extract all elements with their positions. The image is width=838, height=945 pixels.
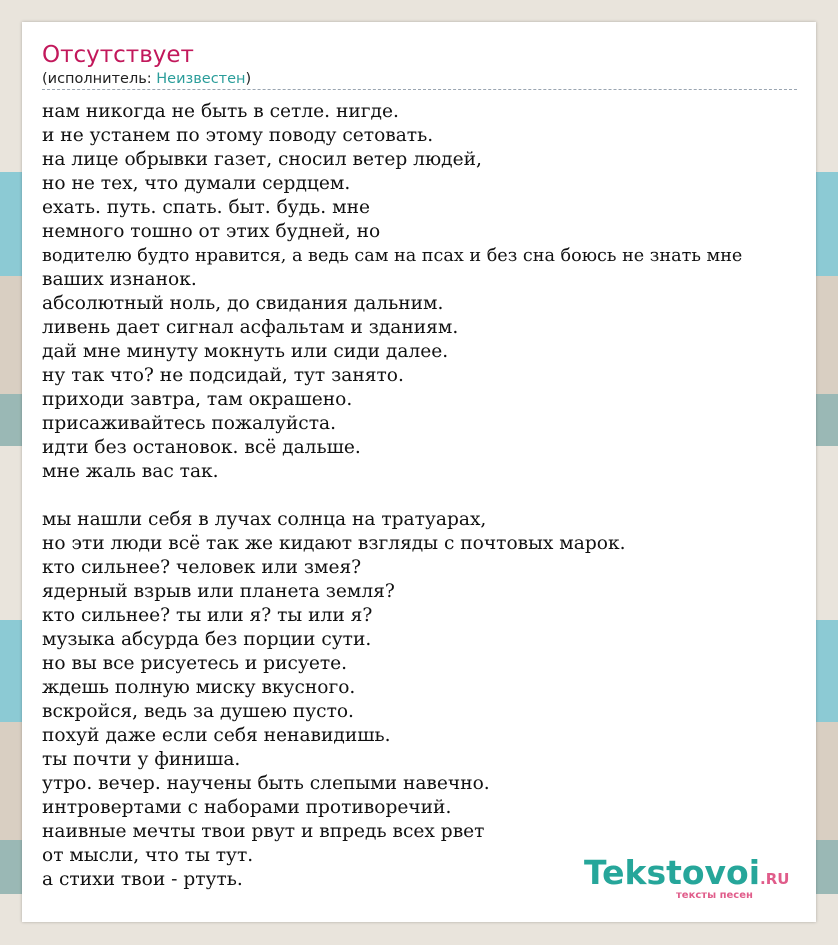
- artist-prefix: (исполнитель:: [42, 71, 157, 87]
- lyric-line: на лице обрывки газет, сносил ветер людей,: [42, 149, 482, 170]
- lyric-line: музыка абсурда без порции сути.: [42, 629, 372, 650]
- lyric-line: мне жаль вас так.: [42, 461, 219, 482]
- lyric-line: и не устанем по этому поводу сетовать.: [42, 125, 434, 146]
- lyric-line: интровертами с наборами противоречий.: [42, 797, 452, 818]
- song-title: Отсутствует: [42, 42, 194, 68]
- lyric-line: водителю будто нравится, а ведь сам на псах и без сна боюсь не знать мне: [42, 246, 743, 266]
- lyric-line: вскройся, ведь за душею пусто.: [42, 701, 354, 722]
- lyric-line: но не тех, что думали сердцем.: [42, 173, 351, 194]
- lyric-line: похуй даже если себя ненавидишь.: [42, 725, 391, 746]
- lyric-line: немного тошно от этих будней, но: [42, 221, 381, 242]
- lyric-line: ну так что? не подсидай, тут занято.: [42, 365, 404, 386]
- artist-suffix: ): [245, 71, 252, 87]
- lyric-line: утро. вечер. научены быть слепыми навечно.: [42, 773, 490, 794]
- artist-link[interactable]: Неизвестен: [156, 71, 246, 87]
- lyric-line: наивные мечты твои рвут и впредь всех рвет: [42, 821, 485, 842]
- logo-tagline: тексты песен: [676, 890, 753, 901]
- lyric-line: от мысли, что ты тут.: [42, 845, 254, 866]
- lyric-line: ваших изнанок.: [42, 269, 197, 290]
- lyric-line: ядерный взрыв или планета земля?: [42, 581, 395, 602]
- lyric-line: ливень дает сигнал асфальтам и зданиям.: [42, 317, 459, 338]
- lyric-line: но вы все рисуетесь и рисуете.: [42, 653, 348, 674]
- lyric-line: идти без остановок. всё дальше.: [42, 437, 361, 458]
- stanza-break: [42, 484, 742, 508]
- lyrics-text: [42, 100, 742, 892]
- lyric-line: а стихи твои - ртуть.: [42, 869, 243, 890]
- lyric-line: присаживайтесь пожалуйста.: [42, 413, 336, 434]
- logo-tld: .RU: [760, 870, 790, 888]
- lyric-line: ты почти у финиша.: [42, 749, 241, 770]
- lyric-line: нам никогда не быть в сетле. нигде.: [42, 101, 399, 122]
- logo-wordmark: Tekstovoi: [584, 853, 761, 892]
- lyric-line: мы нашли себя в лучах солнца на тратуарах,: [42, 509, 487, 530]
- lyric-line: кто сильнее? человек или змея?: [42, 557, 362, 578]
- lyric-line: дай мне минуту мокнуть или сиди далее.: [42, 341, 449, 362]
- lyric-line: ехать. путь. спать. быт. будь. мне: [42, 197, 370, 218]
- lyric-line: но эти люди всё так же кидают взгляды с почтовых марок.: [42, 533, 626, 554]
- title-divider: [42, 89, 797, 90]
- lyric-line: ждешь полную миску вкусного.: [42, 677, 356, 698]
- lyric-line: кто сильнее? ты или я? ты или я?: [42, 605, 373, 626]
- artist-line: [42, 71, 251, 87]
- lyrics-card: [22, 22, 816, 922]
- lyric-line: абсолютный ноль, до свидания дальним.: [42, 293, 444, 314]
- lyric-line: приходи завтра, там окрашено.: [42, 389, 353, 410]
